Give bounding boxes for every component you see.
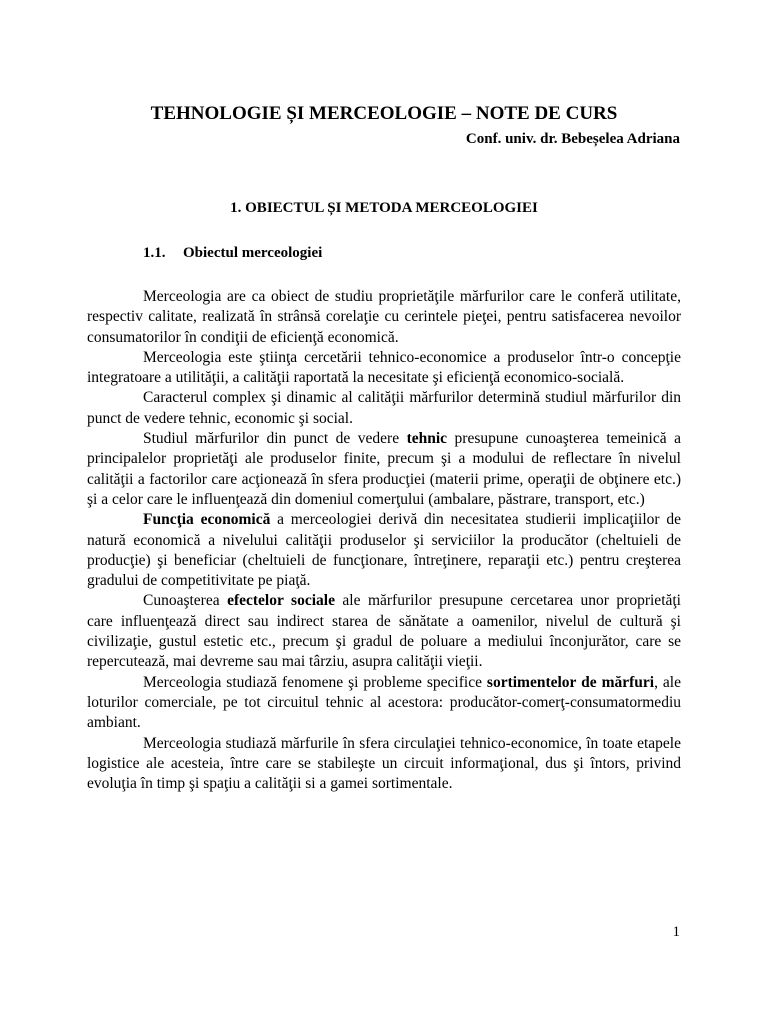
text-run: Merceologia studiază fenomene şi probleme specifice xyxy=(143,673,487,691)
section-title: Obiectul merceologiei xyxy=(183,245,323,261)
paragraph xyxy=(87,673,681,734)
section-number: 1.1. xyxy=(143,245,166,261)
paragraph xyxy=(87,429,681,510)
paragraph xyxy=(87,591,681,672)
document-title: TEHNOLOGIE ȘI MERCEOLOGIE – NOTE DE CURS xyxy=(150,103,618,124)
text-run: ale mărfurilor presupune cercetarea unor proprietăţi care influenţează direct sau indirect starea de sănătate a oamenilor, nivelul de cultură şi civilizaţie, gustul estetic etc., precum şi gradul de poluare a mediului înconjurător, care se repercutează, mai devreme sau mai târziu, asupra calităţii vieţii. xyxy=(87,592,681,671)
emphasis-run: tehnic xyxy=(406,430,448,448)
paragraph xyxy=(87,348,681,389)
author-line: Conf. univ. dr. Bebeșelea Adriana xyxy=(465,131,680,147)
page-number: 1 xyxy=(672,924,680,940)
paragraph xyxy=(87,287,681,348)
chapter-heading: 1. OBIECTUL ȘI METODA MERCEOLOGIEI xyxy=(230,200,538,216)
text-run: a merceologiei derivă din necesitatea studierii implicaţiilor de natură economică a nivelului calităţii produselor şi serviciilor la producător (cheltuieli de producţie) şi beneficiar (cheltuieli de funcţionare, întreţinere, reparaţii etc.) pentru creşterea gradului de competitivitate pe piaţă. xyxy=(87,511,681,590)
paragraph xyxy=(87,510,681,591)
emphasis-run: sortimentelor de mărfuri xyxy=(486,673,655,691)
text-run: Cunoaşterea xyxy=(143,592,228,610)
text-run: Studiul mărfurilor din punct de vedere xyxy=(143,430,407,448)
text-run: Merceologia are ca obiect de studiu proprietăţile mărfurilor care le conferă utilitate, respectiv calitate, realizată în strânsă corelaţie cu cerintele pieţei, pentru satisfacerea nevoilor consumatorilor în condiţii de eficienţă economică. xyxy=(87,288,681,346)
text-run: Merceologia este ştiinţa cercetării tehnico-economice a produselor într-o concepţie integratoare a utilităţii, a calităţii raportată la necesitate şi eficienţă economico-socială. xyxy=(87,348,681,387)
section-heading xyxy=(143,243,322,263)
text-run: Merceologia studiază mărfurile în sfera circulaţiei tehnico-economice, în toate etapele logistice ale acesteia, între care se stabileşte un circuit informaţional, dus şi întors, privind evoluţia în timp şi spaţiu a calităţii si a gamei sortimentale. xyxy=(87,734,681,793)
text-run: presupune cunoaşterea temeinică a principalelor proprietăţi ale produselor finite, precum şi a modului de reflectare în nivelul calităţii a factorilor care acţionează în sfera producţiei (materii prime, operaţii de obţinere etc.) şi a celor care le influenţează din domeniul comerţului (ambalare, păstrare, transport, etc.) xyxy=(87,430,681,508)
text-run: , ale loturilor comerciale, pe tot circuitul tehnic al acestora: producător-comerţ-consumatormediu ambiant. xyxy=(87,673,681,732)
paragraph xyxy=(87,734,681,795)
text-run: Caracterul complex şi dinamic al calităţii mărfurilor determină studiul mărfurilor din punct de vedere tehnic, economic şi social. xyxy=(87,389,681,427)
emphasis-run: efectelor sociale xyxy=(227,592,335,610)
body-text xyxy=(87,287,681,794)
paragraph xyxy=(87,388,681,429)
emphasis-run: Funcţia economică xyxy=(143,511,271,529)
